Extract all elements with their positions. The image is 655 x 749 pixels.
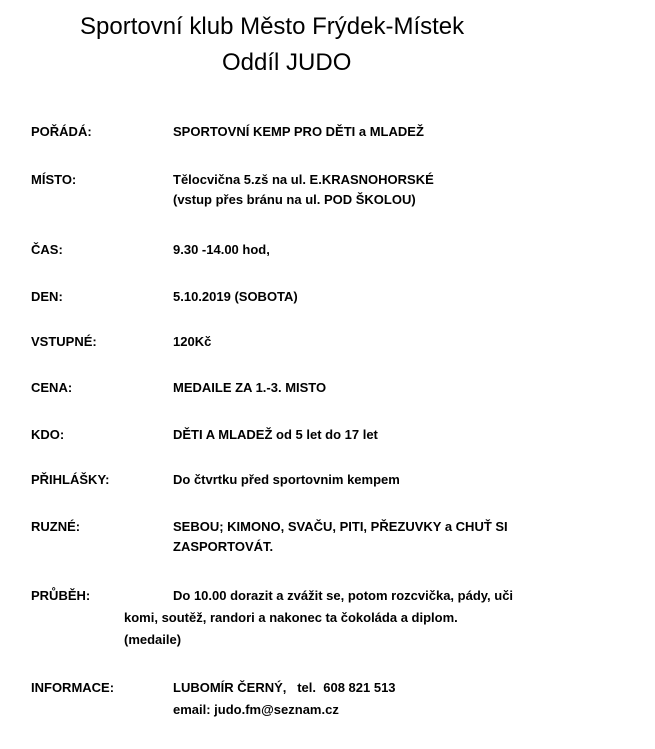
who-label: KDO:: [31, 427, 65, 442]
prize-value: MEDAILE ZA 1.-3. MISTO: [173, 380, 327, 395]
contact-label: INFORMACE:: [31, 680, 115, 695]
prize-label: CENA:: [31, 380, 73, 395]
place-label: MÍSTO:: [31, 172, 77, 187]
program-value-line1: Do 10.00 dorazit a zvážit se, potom rozcvička, pády, uči: [173, 588, 514, 603]
who-value: DĚTI A MLADEŽ od 5 let do 17 let: [173, 427, 378, 442]
registration-label: PŘIHLÁŠKY:: [31, 472, 110, 487]
program-value-line3: (medaile): [124, 632, 182, 647]
day-value: 5.10.2019 (SOBOTA): [173, 289, 298, 304]
entry-fee-label: VSTUPNÉ:: [31, 334, 97, 349]
misc-value-line1: SEBOU; KIMONO, SVAČU, PITI, PŘEZUVKY a CHUŤ SI: [173, 519, 508, 534]
day-label: DEN:: [31, 289, 63, 304]
section-title: Oddíl JUDO: [222, 49, 352, 76]
misc-value-line2: ZASPORTOVÁT.: [173, 539, 274, 554]
organizer-label: POŘÁDÁ:: [31, 124, 92, 139]
organizer-value: SPORTOVNÍ KEMP PRO DĚTI a MLADEŽ: [173, 124, 424, 139]
registration-value: Do čtvrtku před sportovnim kempem: [173, 472, 400, 487]
place-value-line2: (vstup přes bránu na ul. POD ŠKOLOU): [173, 192, 416, 207]
time-label: ČAS:: [31, 242, 63, 257]
time-value: 9.30 -14.00 hod,: [173, 242, 270, 257]
program-label: PRŮBĚH:: [31, 588, 91, 603]
club-title: Sportovní klub Město Frýdek-Místek: [80, 13, 465, 40]
contact-value-line1: LUBOMÍR ČERNÝ, tel. 608 821 513: [173, 680, 396, 695]
contact-email: email: judo.fm@seznam.cz: [173, 702, 339, 717]
misc-label: RUZNÉ:: [31, 519, 81, 534]
entry-fee-value: 120Kč: [173, 334, 212, 349]
program-value-line2: komi, soutěž, randori a nakonec ta čokoláda a diplom.: [124, 610, 458, 625]
place-value-line1: Tělocvična 5.zš na ul. E.KRASNOHORSKÉ: [173, 172, 434, 187]
